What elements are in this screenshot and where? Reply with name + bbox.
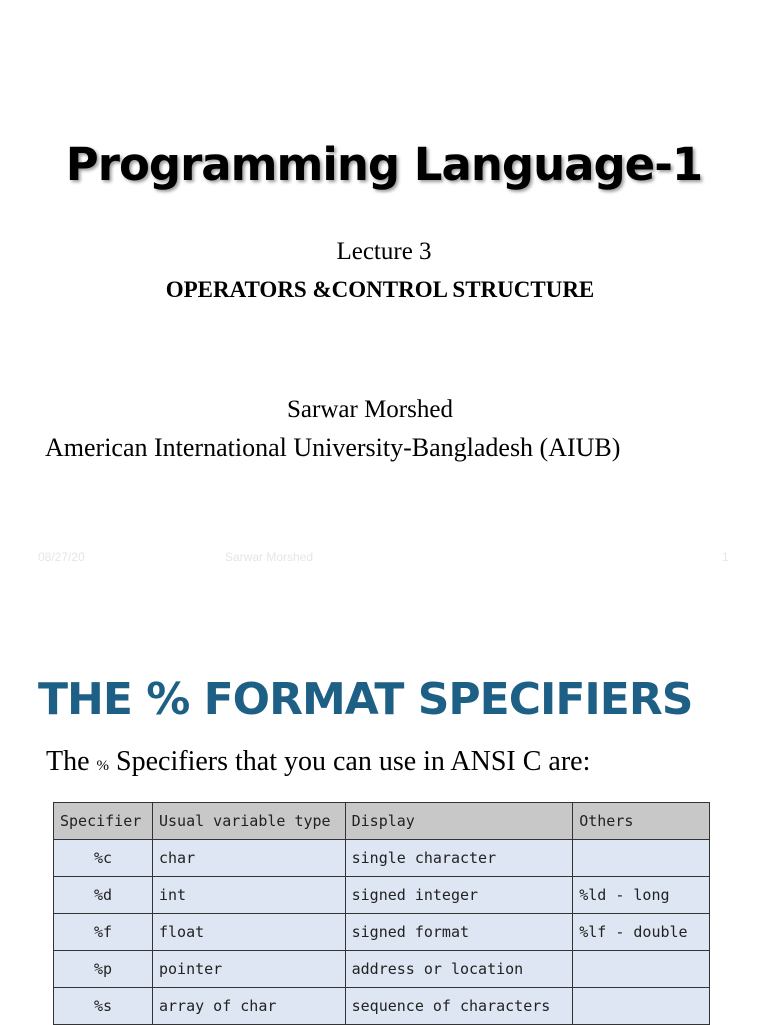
table-header-row [54,803,710,840]
table-row [54,914,710,951]
cell-specifier: %f [54,914,153,951]
table-row [54,988,710,1025]
cell-others [573,988,710,1025]
header-display: Display [345,803,573,840]
specifier-table [53,802,710,1025]
header-variable-type: Usual variable type [152,803,345,840]
cell-display: address or location [345,951,573,988]
header-others: Others [573,803,710,840]
lecture-number: Lecture 3 [336,238,432,265]
header-specifier: Specifier [54,803,153,840]
footer-author: Sarwar Morshed [225,550,314,564]
cell-variable-type: int [152,877,345,914]
cell-specifier: %s [54,988,153,1025]
table-row [54,877,710,914]
cell-display: single character [345,840,573,877]
slide-heading: THE % FORMAT SPECIFIERS [38,674,693,725]
cell-variable-type: pointer [152,951,345,988]
intro-symbol: % [96,758,110,774]
cell-display: signed integer [345,877,573,914]
intro-pre: The [46,746,90,777]
footer-date: 08/27/20 [38,550,85,564]
cell-variable-type: array of char [152,988,345,1025]
cell-others [573,951,710,988]
cell-specifier: %c [54,840,153,877]
format-specifiers-slide [0,624,768,1024]
cell-others [573,840,710,877]
author-name: Sarwar Morshed [287,396,453,423]
cell-variable-type: float [152,914,345,951]
table-row [54,840,710,877]
university-name: American International University-Bangladesh (AIUB) [45,433,621,462]
cell-others: %lf - double [573,914,710,951]
cell-specifier: %d [54,877,153,914]
lecture-topic: OPERATORS &CONTROL STRUCTURE [165,277,595,302]
cell-variable-type: char [152,840,345,877]
intro-text [46,746,590,778]
cell-display: sequence of characters [345,988,573,1025]
slide-title: Programming Language-1 [65,138,703,191]
footer-page-number: 1 [722,550,729,564]
table-row [54,951,710,988]
intro-post: Specifiers that you can use in ANSI C are: [116,746,591,777]
cell-others: %ld - long [573,877,710,914]
cell-display: signed format [345,914,573,951]
cell-specifier: %p [54,951,153,988]
